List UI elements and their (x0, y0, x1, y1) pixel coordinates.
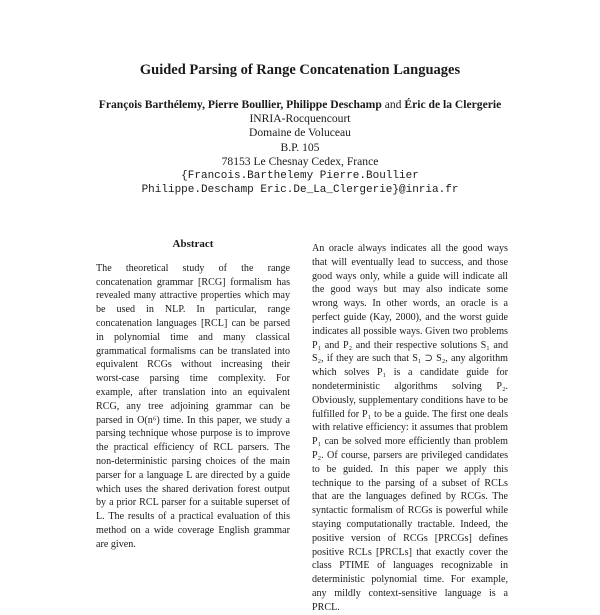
email-line: Philippe.Deschamp Eric.De_La_Clergerie}@inria.fr (141, 184, 459, 197)
authors-last: Éric de la Clergerie (404, 98, 502, 111)
affiliation-line: B.P. 105 (280, 140, 320, 154)
paper-title: Guided Parsing of Range Concatenation Languages (139, 62, 461, 78)
abstract-text: The theoretical study of the range concatenation grammar [RCG] formalism has revealed many attractive properties which may be used in NLP. In particular, range concatenation languages [RCL] can be parsed in polynomial time and many classical grammatical formalisms can be translated into equivalent RCGs without increasing their worst-case parsing time complexity. For example, after translation into an equivalent RCG, any tree adjoining grammar can be parsed in O(n⁶) time. In this paper, we study a parsing technique whose purpose is to improve the practical efficiency of RCL parsers. The non-deterministic parsing choices of the main parser for a language L are directed by a guide which uses the shared derivation forest output by a prior RCL parser for a suitable superset of L. The results of a practical evaluation of this method on a wide coverage English grammar are given. (96, 262, 290, 550)
authors-bold: François Barthélemy, Pierre Boullier, Philippe Deschamp (98, 98, 382, 111)
author-block (0, 98, 600, 197)
affiliation-line: 78153 Le Chesnay Cedex, France (221, 154, 379, 168)
abstract-heading: Abstract (172, 238, 214, 250)
email-line: {Francois.Barthelemy Pierre.Boullier (181, 170, 419, 183)
left-column (96, 238, 290, 552)
affiliation-line: Domaine de Voluceau (249, 126, 351, 140)
body-text: An oracle always indicates all the good ways that will eventually lead to success, and those good ways only, while a guide will indicate all the good ways but may also indicate some wrong ways. In other words, an oracle is a perfect guide (Kay, 2000), and the worst guide indicates all possible ways. Given two problems P₁ and P₂ and their respective solutions S₁ and S₂, if they are such that S₁ ⊃ S₂, any algorithm which solves P₁ is a candidate guide for nondeterministic algorithms solving P₂. Obviously, supplementary conditions have to be fulfilled for P₁ to be a guide. The first one deals with relative efficiency: it assumes that problem P₁ can be solved more efficiently than problem P₂. Of course, parsers are privileged candidates to be guided. In this paper we apply this technique to the parsing of a subset of RCLs that are the languages defined by RCGs. The syntactic formalism of RCGs is powerful while staying computationally tractable. Indeed, the positive version of RCGs [PRCGs] defines positive RCLs [PRCLs] that exactly cover the class PTIME of languages recognizable in deterministic polynomial time. For example, any mildly context-sensitive language is a PRCL. (312, 243, 508, 613)
author-names (0, 98, 600, 112)
affiliation-line: INRIA-Rocquencourt (249, 112, 351, 126)
authors-and: and (384, 98, 402, 111)
right-column (312, 242, 508, 615)
